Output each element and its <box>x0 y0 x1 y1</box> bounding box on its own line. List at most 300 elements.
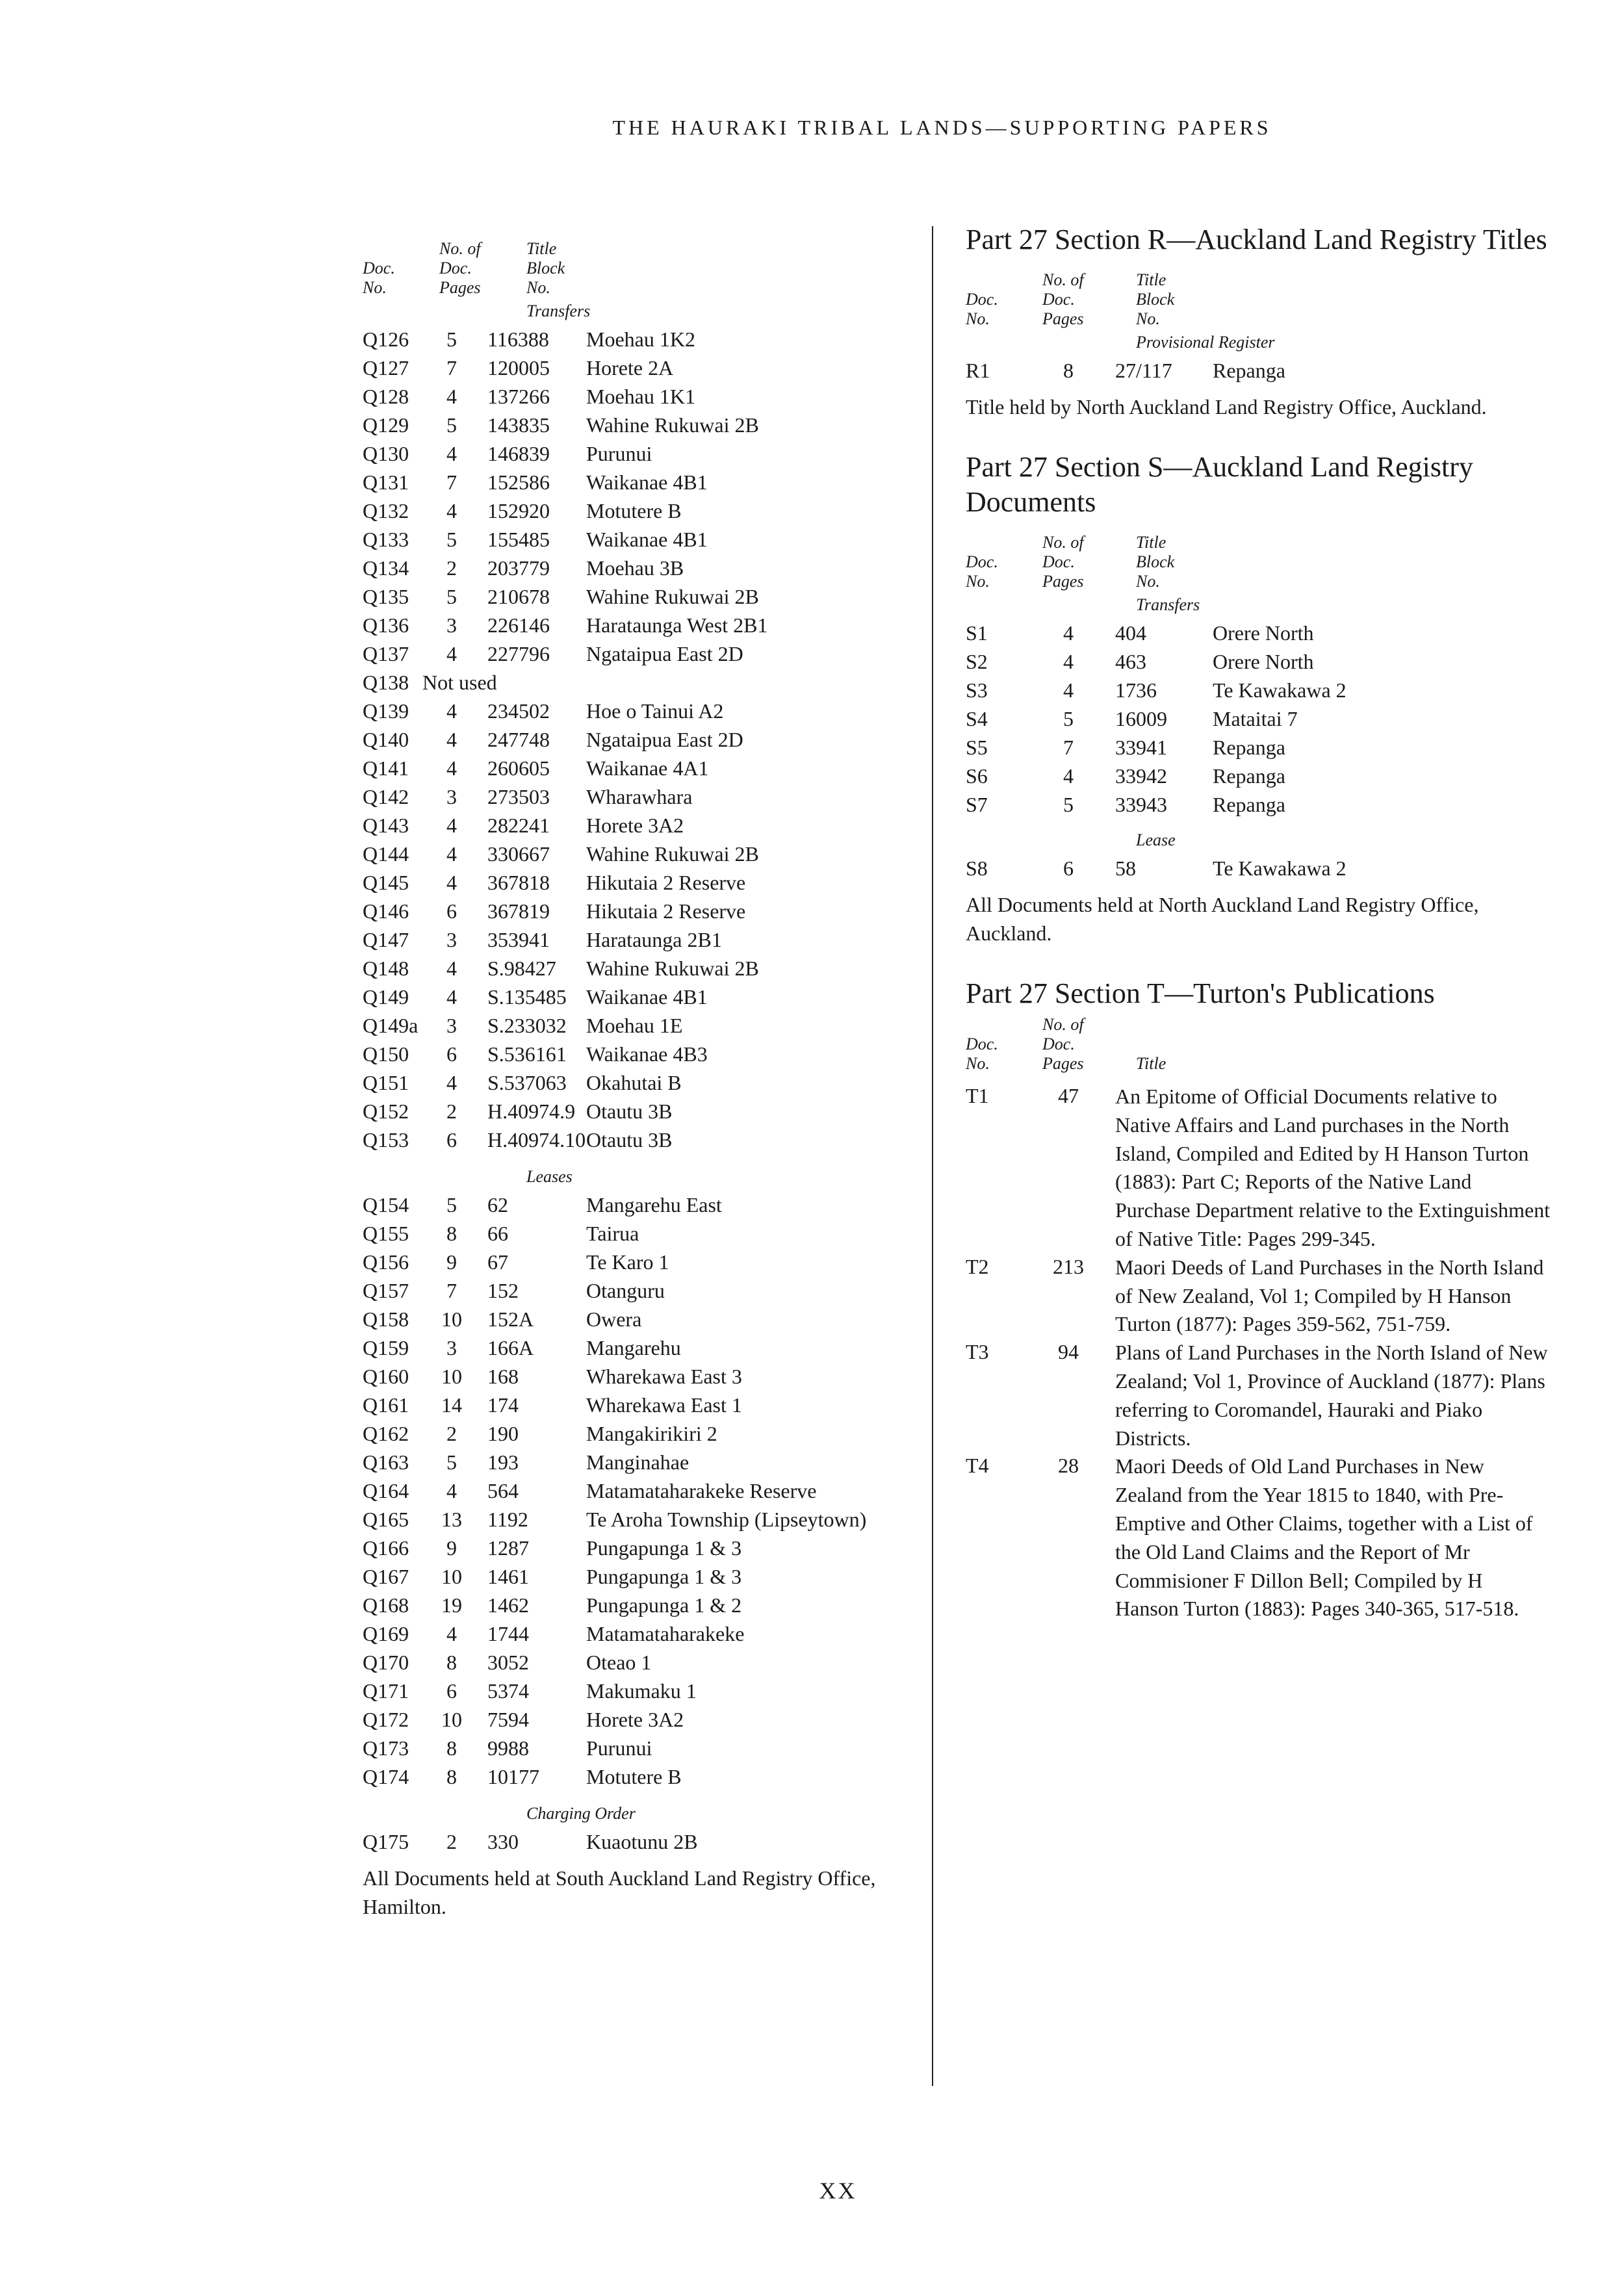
section-block <box>966 222 1551 421</box>
group-spacer <box>966 820 1551 827</box>
table-row <box>363 669 896 698</box>
block-name: Matamataharakeke Reserve <box>586 1479 817 1502</box>
block-name: Motutere B <box>586 1765 682 1788</box>
doc-pages: 4 <box>446 442 457 465</box>
block-name: Mataitai 7 <box>1213 707 1298 730</box>
title-block-number: 137266 <box>487 385 550 408</box>
title-block-number: 7594 <box>487 1708 529 1731</box>
table-row <box>363 1506 896 1535</box>
table-row <box>363 412 896 441</box>
table-row <box>363 584 896 612</box>
table-row <box>363 1478 896 1506</box>
doc-number: Q173 <box>363 1736 409 1760</box>
table-row <box>363 1564 896 1592</box>
column-headers <box>966 520 1551 591</box>
title-block-number: 227796 <box>487 642 550 665</box>
table-row <box>363 1041 896 1070</box>
doc-number: Q146 <box>363 899 409 923</box>
table-row <box>966 706 1551 734</box>
title-block-number: 16009 <box>1115 707 1167 730</box>
doc-pages: 213 <box>1053 1254 1084 1278</box>
doc-pages: 4 <box>1063 650 1074 673</box>
block-name: Purunui <box>586 442 652 465</box>
doc-number: Q133 <box>363 528 409 551</box>
table-row <box>363 526 896 555</box>
title-block-header <box>1136 1054 1166 1074</box>
doc-pages: 4 <box>446 385 457 408</box>
block-name: Makumaku 1 <box>586 1679 697 1703</box>
doc-pages: 7 <box>446 1279 457 1302</box>
title-block-number: 9988 <box>487 1736 529 1760</box>
header-line: Doc. <box>1042 290 1075 309</box>
record-table <box>966 855 1551 884</box>
title-block-number: 67 <box>487 1250 508 1274</box>
header-line: Block <box>1136 552 1175 571</box>
doc-pages: 4 <box>1063 621 1074 645</box>
doc-number: Q169 <box>363 1622 409 1645</box>
doc-pages: 4 <box>446 985 457 1009</box>
header-line: No. <box>1136 309 1160 328</box>
doc-pages: 8 <box>1063 359 1074 382</box>
doc-pages: 10 <box>441 1365 462 1388</box>
table-row <box>363 1829 896 1857</box>
doc-pages: 4 <box>446 871 457 894</box>
doc-number: Q127 <box>363 356 409 380</box>
doc-pages: 9 <box>446 1536 457 1560</box>
doc-number: T1 <box>966 1084 989 1107</box>
header-line: Pages <box>1042 572 1084 591</box>
section-note: All Documents held at North Auckland Land Registry Office, Auckland. <box>966 893 1479 945</box>
doc-number: Q140 <box>363 728 409 751</box>
table-row <box>363 1070 896 1098</box>
title-block-number: 152 <box>487 1279 519 1302</box>
block-name: Repanga <box>1213 793 1285 816</box>
title-block-number: S.98427 <box>487 957 556 980</box>
table-row <box>966 792 1551 820</box>
header-line: No. <box>1136 572 1160 591</box>
title-block-number: 33941 <box>1115 736 1167 759</box>
column-headers <box>966 257 1551 329</box>
doc-pages-header <box>1042 1015 1084 1074</box>
block-name: Pungapunga 1 & 3 <box>586 1565 742 1588</box>
record-table <box>363 1192 896 1792</box>
block-name: Purunui <box>586 1736 652 1760</box>
doc-number: Q165 <box>363 1508 409 1531</box>
table-row <box>363 898 896 927</box>
table-row <box>363 1363 896 1392</box>
doc-pages: 5 <box>446 1193 457 1217</box>
block-name: Motutere B <box>586 499 682 522</box>
title-block-number: 282241 <box>487 814 550 837</box>
table-row <box>363 1678 896 1706</box>
block-name: Waikanae 4B1 <box>586 470 708 494</box>
block-name: Matamataharakeke <box>586 1622 745 1645</box>
doc-pages: 7 <box>446 356 457 380</box>
doc-pages: 4 <box>446 756 457 780</box>
block-name: Harataunga West 2B1 <box>586 613 768 637</box>
running-header: THE HAURAKI TRIBAL LANDS—SUPPORTING PAPERS <box>612 116 1272 139</box>
title-block-header <box>1136 533 1174 591</box>
title-block-number: S.537063 <box>487 1071 567 1094</box>
doc-number: Q129 <box>363 413 409 437</box>
doc-pages: 3 <box>446 1336 457 1359</box>
header-line: No. of <box>1042 270 1084 289</box>
title-block-number: 190 <box>487 1422 519 1445</box>
doc-pages: 28 <box>1058 1454 1079 1478</box>
doc-number: Q138 <box>363 671 409 694</box>
block-name: Waikanae 4B1 <box>586 985 708 1009</box>
doc-number: S6 <box>966 764 988 788</box>
doc-pages: 47 <box>1058 1084 1079 1107</box>
group-label: Leases <box>526 1167 573 1186</box>
column-headers <box>966 1011 1551 1074</box>
doc-number: Q148 <box>363 957 409 980</box>
block-name: Tairua <box>586 1222 639 1245</box>
doc-number: Q143 <box>363 814 409 837</box>
title-block-number: 168 <box>487 1365 519 1388</box>
block-name: Mangakirikiri 2 <box>586 1422 717 1445</box>
table-row <box>966 649 1551 677</box>
doc-pages: 3 <box>446 613 457 637</box>
title-block-number: 1744 <box>487 1622 529 1645</box>
doc-pages: 5 <box>446 328 457 351</box>
block-name: Wahine Rukuwai 2B <box>586 413 759 437</box>
block-name: Hoe o Tainui A2 <box>586 699 724 723</box>
doc-no-header <box>966 552 998 591</box>
doc-pages: 2 <box>446 556 457 580</box>
table-row <box>363 812 896 841</box>
title-block-number: 564 <box>487 1479 519 1502</box>
table-row <box>363 441 896 469</box>
table-row <box>363 1127 896 1155</box>
block-name: Wharekawa East 3 <box>586 1365 742 1388</box>
doc-number: R1 <box>966 359 990 382</box>
doc-number: Q152 <box>363 1100 409 1123</box>
doc-number: Q159 <box>363 1336 409 1359</box>
table-row <box>363 755 896 784</box>
block-name: Repanga <box>1213 736 1285 759</box>
table-row <box>363 355 896 383</box>
doc-number: Q137 <box>363 642 409 665</box>
title-block-number: 1462 <box>487 1593 529 1617</box>
doc-number: Q150 <box>363 1042 409 1066</box>
block-name: Otanguru <box>586 1279 665 1302</box>
doc-pages: 8 <box>446 1222 457 1245</box>
table-row <box>363 1592 896 1621</box>
block-name: Okahutai B <box>586 1071 682 1094</box>
block-name: Kuaotunu 2B <box>586 1830 698 1853</box>
doc-no-header <box>966 1035 998 1074</box>
doc-no-header <box>966 290 998 329</box>
title-block-header <box>1136 270 1174 329</box>
block-name: Moehau 1K2 <box>586 328 695 351</box>
doc-pages: 4 <box>446 842 457 866</box>
title-block-number: 27/117 <box>1115 359 1172 382</box>
doc-pages: 8 <box>446 1736 457 1760</box>
doc-pages: 6 <box>446 1679 457 1703</box>
table-row <box>363 1535 896 1564</box>
block-name: Oteao 1 <box>586 1651 652 1674</box>
title-block-number: 404 <box>1115 621 1146 645</box>
group-spacer <box>363 1155 896 1163</box>
doc-number: Q166 <box>363 1536 409 1560</box>
doc-number: Q161 <box>363 1393 409 1417</box>
block-name: Te Aroha Township (Lipseytown) <box>586 1508 867 1531</box>
block-name: Hikutaia 2 Reserve <box>586 871 746 894</box>
group-label: Charging Order <box>526 1804 636 1823</box>
block-name: Ngataipua East 2D <box>586 728 743 751</box>
doc-number: S8 <box>966 856 988 880</box>
doc-number: T4 <box>966 1454 989 1478</box>
title-block-number: 260605 <box>487 756 550 780</box>
record-table <box>363 326 896 1155</box>
doc-pages: 4 <box>1063 678 1074 702</box>
table-row <box>363 727 896 755</box>
header-line: Title <box>1136 270 1166 289</box>
doc-number: Q156 <box>363 1250 409 1274</box>
doc-pages-header <box>1042 270 1084 329</box>
group-spacer <box>363 1792 896 1800</box>
doc-number: Q149 <box>363 985 409 1009</box>
block-name: Ngataipua East 2D <box>586 642 743 665</box>
doc-number: Q134 <box>363 556 409 580</box>
table-row <box>363 1392 896 1421</box>
page-number: XX <box>819 2178 857 2204</box>
doc-pages: 8 <box>446 1651 457 1674</box>
block-name: Horete 2A <box>586 356 674 380</box>
doc-number: S3 <box>966 678 988 702</box>
doc-number: Q160 <box>363 1365 409 1388</box>
doc-pages: 3 <box>446 785 457 808</box>
block-name: Moehau 1E <box>586 1014 683 1037</box>
section-title: Part 27 Section S—Auckland Land Registry Documents <box>966 451 1473 518</box>
block-name: Te Kawakawa 2 <box>1213 678 1347 702</box>
doc-number: Q145 <box>363 871 409 894</box>
table-row <box>363 1012 896 1041</box>
table-row <box>363 1192 896 1220</box>
title-block-number: 143835 <box>487 413 550 437</box>
table-row <box>363 1306 896 1335</box>
doc-pages: 6 <box>446 899 457 923</box>
table-row <box>363 1706 896 1735</box>
table-row <box>966 734 1551 763</box>
table-row <box>363 1278 896 1306</box>
block-name: Mangarehu <box>586 1336 681 1359</box>
doc-pages: 19 <box>441 1593 462 1617</box>
header-line: Pages <box>1042 309 1084 328</box>
doc-number: Q167 <box>363 1565 409 1588</box>
block-name: Moehau 1K1 <box>586 385 695 408</box>
block-name: Horete 3A2 <box>586 814 684 837</box>
block-name: Orere North <box>1213 650 1314 673</box>
doc-number: Q144 <box>363 842 409 866</box>
doc-number: Q132 <box>363 499 409 522</box>
doc-number: Q174 <box>363 1765 409 1788</box>
block-name: Wharawhara <box>586 785 693 808</box>
doc-number: Q164 <box>363 1479 409 1502</box>
doc-number: Q162 <box>363 1422 409 1445</box>
table-row <box>363 1764 896 1792</box>
block-name: Hikutaia 2 Reserve <box>586 899 746 923</box>
group-label: Lease <box>1136 830 1176 849</box>
block-name: Repanga <box>1213 764 1285 788</box>
group-spacer <box>966 1074 1551 1083</box>
block-name: Otautu 3B <box>586 1128 673 1152</box>
title-block-number: S.233032 <box>487 1014 567 1037</box>
publication-title: Maori Deeds of Old Land Purchases in New Zealand from the Year 1815 to 1840, with Pre-Emptive and Other Claims, together with a List of the Old Land Claims and the Report of Mr Commisioner F Dillon Bell; Compiled by H Hanson Turton (1883): Pages 340-365, 517-518. <box>1115 1454 1533 1621</box>
doc-pages: 5 <box>446 1450 457 1474</box>
header-line: No. <box>966 1054 990 1073</box>
title-block-number: 174 <box>487 1393 519 1417</box>
table-row <box>363 1649 896 1678</box>
header-line: No. of <box>1042 1015 1084 1034</box>
table-row <box>363 641 896 669</box>
title-block-number: 203779 <box>487 556 550 580</box>
title-block-number: 58 <box>1115 856 1136 880</box>
header-line: No. of <box>1042 533 1084 552</box>
table-row <box>363 1220 896 1249</box>
table-row <box>966 1452 1551 1623</box>
table-row <box>363 383 896 412</box>
doc-pages: 13 <box>441 1508 462 1531</box>
title-block-number: 166A <box>487 1336 534 1359</box>
section-title: Part 27 Section R—Auckland Land Registry Titles <box>966 224 1547 255</box>
table-row <box>363 1249 896 1278</box>
doc-pages: 4 <box>1063 764 1074 788</box>
doc-pages: 6 <box>446 1128 457 1152</box>
doc-number: Q172 <box>363 1708 409 1731</box>
doc-pages: 14 <box>441 1393 462 1417</box>
title-block-number: H.40974.9 <box>487 1100 576 1123</box>
table-row <box>363 1621 896 1649</box>
doc-pages: 4 <box>446 728 457 751</box>
doc-number: Q128 <box>363 385 409 408</box>
table-row <box>363 498 896 526</box>
title-block-number: 3052 <box>487 1651 529 1674</box>
left-groups <box>363 298 896 1857</box>
block-name: Harataunga 2B1 <box>586 928 722 951</box>
title-block-number: 152920 <box>487 499 550 522</box>
title-block-number: 226146 <box>487 613 550 637</box>
title-block-number: 146839 <box>487 442 550 465</box>
block-name: Te Kawakawa 2 <box>1213 856 1347 880</box>
header-line: Title <box>1136 533 1166 552</box>
doc-number: Q147 <box>363 928 409 951</box>
doc-number: S1 <box>966 621 988 645</box>
doc-number: Q154 <box>363 1193 409 1217</box>
doc-pages: 4 <box>446 642 457 665</box>
header-line: Doc. <box>966 290 998 309</box>
block-name: Te Karo 1 <box>586 1250 669 1274</box>
title-block-number: 33943 <box>1115 793 1167 816</box>
block-name: Pungapunga 1 & 3 <box>586 1536 742 1560</box>
doc-pages: 4 <box>446 1622 457 1645</box>
title-block-header: Title Block No. <box>526 239 565 297</box>
doc-number: Q136 <box>363 613 409 637</box>
record-table <box>966 620 1551 820</box>
block-name: Orere North <box>1213 621 1314 645</box>
doc-pages: 10 <box>441 1565 462 1588</box>
doc-pages: 7 <box>1063 736 1074 759</box>
doc-pages: 94 <box>1058 1340 1079 1364</box>
title-block-number: 1192 <box>487 1508 528 1531</box>
title-block-number: 152A <box>487 1307 534 1331</box>
table-row <box>363 1335 896 1363</box>
table-row <box>363 612 896 641</box>
section-title: Part 27 Section T—Turton's Publications <box>966 977 1435 1009</box>
title-block-number: 367819 <box>487 899 550 923</box>
title-block-number: 234502 <box>487 699 550 723</box>
table-row <box>363 469 896 498</box>
block-name: Owera <box>586 1307 642 1331</box>
title-block-number: 210678 <box>487 585 550 608</box>
doc-number: Q157 <box>363 1279 409 1302</box>
title-block-number: H.40974.10 <box>487 1128 586 1152</box>
not-used-note: Not used <box>422 671 497 694</box>
header-line: Doc. <box>966 552 998 571</box>
table-row <box>966 1339 1551 1452</box>
doc-number: Q163 <box>363 1450 409 1474</box>
doc-pages: 5 <box>446 413 457 437</box>
block-name: Wharekawa East 1 <box>586 1393 742 1417</box>
doc-pages: 4 <box>446 699 457 723</box>
doc-pages: 5 <box>446 585 457 608</box>
title-block-number: 463 <box>1115 650 1146 673</box>
title-block-number: 10177 <box>487 1765 539 1788</box>
block-name: Mangarehu East <box>586 1193 722 1217</box>
doc-number: Q139 <box>363 699 409 723</box>
section-note: Title held by North Auckland Land Registry Office, Auckland. <box>966 395 1487 418</box>
doc-pages-header <box>1042 533 1084 591</box>
block-name: Wahine Rukuwai 2B <box>586 957 759 980</box>
doc-pages: 4 <box>446 814 457 837</box>
doc-number: Q158 <box>363 1307 409 1331</box>
doc-pages: 6 <box>446 1042 457 1066</box>
doc-number: Q151 <box>363 1071 409 1094</box>
table-row <box>363 869 896 898</box>
table-row <box>363 784 896 812</box>
doc-number: T2 <box>966 1254 989 1278</box>
table-row <box>966 1254 1551 1339</box>
left-column <box>363 227 896 1921</box>
doc-number: Q142 <box>363 785 409 808</box>
doc-pages: 5 <box>1063 793 1074 816</box>
doc-number: T3 <box>966 1340 989 1364</box>
doc-pages: 3 <box>446 928 457 951</box>
publications-table <box>966 1083 1551 1623</box>
header-line: Doc. <box>1042 552 1075 571</box>
title-block-number: 62 <box>487 1193 508 1217</box>
table-row <box>966 677 1551 706</box>
publication-title: Plans of Land Purchases in the North Island of New Zealand; Vol 1, Province of Auckland (1877): Plans referring to Coromandel, Hauraki and Piako Districts. <box>1115 1341 1548 1450</box>
doc-number: Q175 <box>363 1830 409 1853</box>
header-line: Title <box>1136 1054 1166 1073</box>
table-row <box>363 1449 896 1478</box>
left-column-headers <box>363 227 896 298</box>
table-row <box>363 698 896 727</box>
table-row <box>363 1735 896 1764</box>
doc-pages: 2 <box>446 1422 457 1445</box>
doc-number: Q171 <box>363 1679 409 1703</box>
block-name: Wahine Rukuwai 2B <box>586 585 759 608</box>
record-table <box>363 1829 896 1857</box>
title-block-number: 330667 <box>487 842 550 866</box>
section-block <box>966 976 1551 1623</box>
title-block-number: 155485 <box>487 528 550 551</box>
title-block-number: 367818 <box>487 871 550 894</box>
block-name: Waikanae 4A1 <box>586 756 709 780</box>
block-name: Moehau 3B <box>586 556 684 580</box>
